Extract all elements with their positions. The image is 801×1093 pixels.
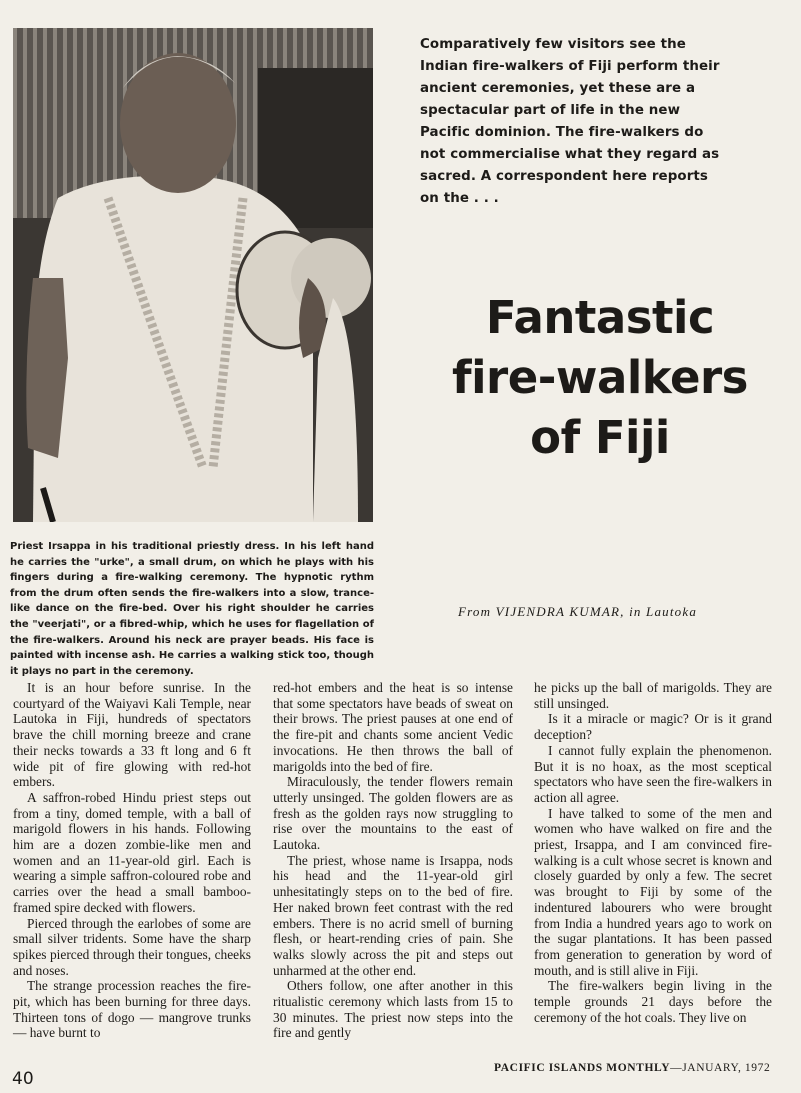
text-column-2: [273, 680, 513, 1041]
body-paragraph: I cannot fully explain the phenomenon. But it is no hoax, as the most sceptical spectators who have seen the fire-walkers in action all agree.: [534, 742, 772, 805]
title-line-1: Fantastic: [485, 291, 715, 344]
body-paragraph: I have talked to some of the men and women who have walked on fire and the priest, Irsappa, and I am convinced fire-walking is a cult whose secret is known and closely guarded by only a few. The secret was brought to Fiji by some of the indentured labourers who were brought from India a hundred years ago to work on the sugar plantations. It has been passed from generation to generation by word of mouth, and is still alive in Fiji.: [534, 805, 772, 978]
body-paragraph: Pierced through the earlobes of some are small silver tridents. Some have the sharp spikes pierced through their tongues, cheeks and noses.: [13, 915, 251, 978]
article-title: [440, 288, 760, 468]
intro-paragraph: Comparatively few visitors see the Indian fire-walkers of Fiji perform their ancient ceremonies, yet these are a spectacular part of life in the new Pacific dominion. The fire-walkers do not commercialise what they regard as sacred. A correspondent here reports on the . . .: [420, 37, 720, 206]
body-paragraph: red-hot embers and the heat is so intense that some spectators have beads of sweat on their brows. The priest pauses at one end of the fire-pit and chants some ancient Vedic invocations. He then throws the ball of marigolds into the bed of fire.: [273, 680, 513, 774]
text-column-1: [13, 680, 251, 1041]
body-paragraph: Others follow, one after another in this ritualistic ceremony which lasts from 15 to 30 minutes. The priest now steps into the fire and gently: [273, 978, 513, 1041]
body-paragraph: It is an hour before sunrise. In the courtyard of the Waiyavi Kali Temple, near Lautoka in Fiji, hundreds of spectators brave the chill morning breeze and crane their necks towards a 33 ft long and 6 ft wide pit of fire glowing with red-hot embers.: [13, 680, 251, 790]
byline: From VIJENDRA KUMAR, in Lautoka: [458, 604, 698, 619]
body-paragraph: he picks up the ball of marigolds. They are still unsinged.: [534, 680, 772, 711]
body-paragraph: A saffron-robed Hindu priest steps out from a tiny, domed temple, with a ball of marigold flowers in his hands. Following him are a dozen zombie-like men and women and an 11-year-old girl. Each is wearing a simple saffron-coloured robe and carries over the head a small bamboo-framed spire decked with flowers.: [13, 789, 251, 915]
priest-photo: [13, 28, 373, 522]
page-number: 40: [12, 1069, 34, 1089]
title-line-3: of Fiji: [530, 411, 670, 464]
body-paragraph: The strange procession reaches the fire-pit, which has been burning for three days. Thirteen tons of dogo — mangrove trunks — have burnt to: [13, 978, 251, 1041]
body-paragraph: The priest, whose name is Irsappa, nods his head and the 11-year-old girl unhesitatingly steps on to the bed of fire. Her naked brown feet contrast with the red embers. There is no acrid smell of burning flesh, or heart-rending cries of pain. She walks slowly across the pit and steps out unharmed at the other end.: [273, 852, 513, 978]
issue-date: —JANUARY, 1972: [670, 1062, 771, 1074]
text-column-3: [534, 680, 772, 1025]
body-paragraph: The fire-walkers begin living in the temple grounds 21 days before the ceremony of the hot coals. They live on: [534, 978, 772, 1025]
title-line-2: fire-walkers: [452, 351, 748, 404]
running-footer: [494, 1062, 770, 1074]
body-paragraph: Is it a miracle or magic? Or is it grand deception?: [534, 711, 772, 743]
body-paragraph: Miraculously, the tender flowers remain utterly unsinged. The golden flowers are as fresh as the golden rays now struggling to rise over the mountains to the east of Lautoka.: [273, 774, 513, 853]
photo-caption: Priest Irsappa in his traditional priestly dress. In his left hand he carries the "urke", a small drum, on which he plays with his fingers during a fire-walking ceremony. The hypnotic rythm from the drum often sends the fire-walkers into a slow, trance-like dance on the fire-bed. Over his right shoulder he carries the "veerjati", or a fibred-whip, which he uses for flagellation of the fire-walkers. Around his neck are prayer beads. His face is painted with incense ash. He carries a walking stick too, though it plays no part in the ceremony.: [10, 541, 374, 677]
priest-photo-illustration: [13, 28, 373, 522]
magazine-name: PACIFIC ISLANDS MONTHLY: [494, 1062, 671, 1074]
